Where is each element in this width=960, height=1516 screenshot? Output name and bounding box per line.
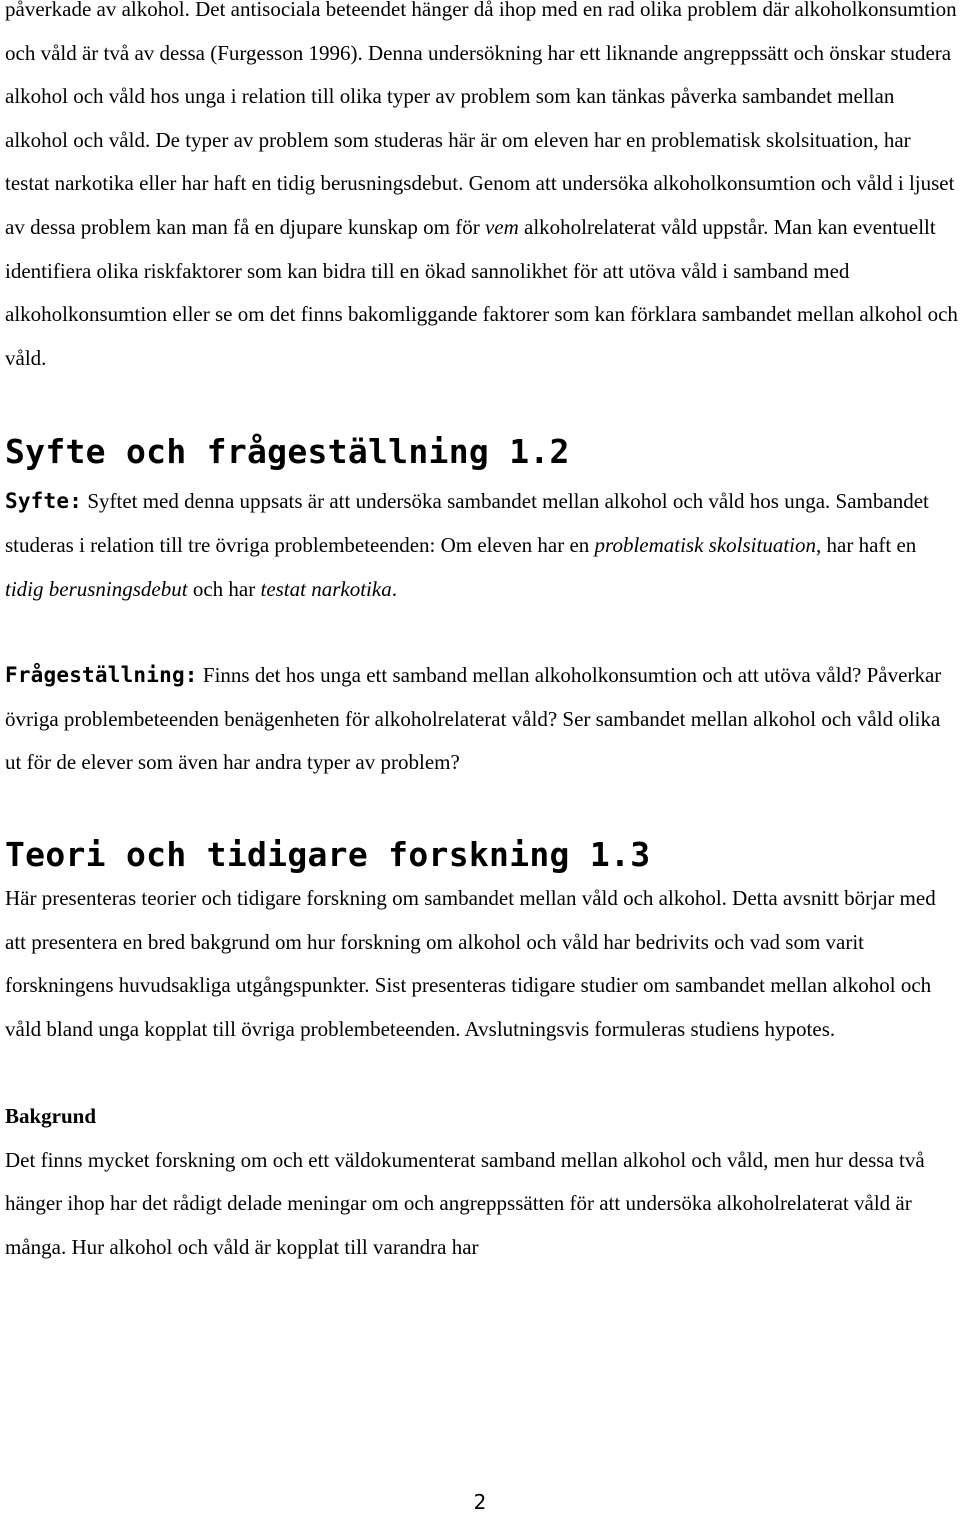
intro-text: påverkade av alkohol. Det antisociala beteendet hänger då ihop med en rad olika problem där alkoholkonsumtion och våld är två av dessa (Furgesson 1996). Denna undersökning har ett liknande angreppssätt och önskar studera alkohol och våld hos unga i relation till olika typer av problem som kan tänkas påverka sambandet mellan alkohol och våld. De typer av problem som studeras här är om eleven har en problematisk skolsituation, har testat narkotika eller har haft en tidig berusningsdebut. Genom att undersöka alkoholkonsumtion och våld i ljuset av dessa problem kan man få en djupare kunskap om för <box>5 0 957 239</box>
fragestallning-paragraph <box>5 654 960 785</box>
syfte-emphasis-2: tidig berusningsdebut <box>5 576 188 601</box>
intro-text-after: alkoholrelaterat våld uppstår. Man kan eventuellt identifiera olika riskfaktorer som kan bidra till en ökad sannolikhet för att utöva våld i samband med alkoholkonsumtion eller se om det finns bakomliggande faktorer som kan förklara sambandet mellan alkohol och våld. <box>5 214 958 370</box>
document-page <box>5 0 960 1270</box>
heading-syfte-och-fragestallning: Syfte och frågeställning 1.2 <box>5 432 570 472</box>
heading-teori-och-tidigare-forskning: Teori och tidigare forskning 1.3 <box>5 834 651 874</box>
bakgrund-paragraph: Det finns mycket forskning om och ett väldokumenterat samband mellan alkohol och våld, men hur dessa två hänger ihop har det rådigt delade meningar om och angreppssätten för att undersöka alkoholrelaterat våld är många. Hur alkohol och våld är kopplat till varandra har <box>5 1147 925 1260</box>
teori-paragraph: Här presenteras teorier och tidigare forskning om sambandet mellan våld och alkohol. Detta avsnitt börjar med att presentera en bred bakgrund om hur forskning om alkohol och våld har bedrivits och vad som varit forskningens huvudsakliga utgångspunkter. Sist presenteras tidigare studier om sambandet mellan alkohol och våld bland unga kopplat till övriga problembeteenden. Avslutningsvis formuleras studiens hypotes. <box>5 885 936 1041</box>
page-number: 2 <box>473 1490 487 1514</box>
syfte-emphasis-3: testat narkotika <box>260 576 392 601</box>
syfte-mid-1: , har haft en <box>816 532 917 557</box>
syfte-text: Syftet med denna uppsats är att undersöka sambandet mellan alkohol och våld hos unga. Sambandet studeras i relation till tre övriga problembeteenden: Om eleven har en <box>5 489 929 557</box>
fragestallning-text: Finns det hos unga ett samband mellan alkoholkonsumtion och att utöva våld? Påverkar övriga problembeteenden benägenheten för alkoholrelaterat våld? Ser sambandet mellan alkohol och våld olika ut för de elever som även har andra typer av problem? <box>5 663 942 775</box>
syfte-end: . <box>391 576 397 601</box>
intro-emphasis: vem <box>484 214 519 239</box>
fragestallning-label: Frågeställning: <box>5 663 198 688</box>
intro-paragraph <box>5 0 960 380</box>
heading-bakgrund: Bakgrund <box>5 1104 97 1129</box>
syfte-label: Syfte: <box>5 489 83 514</box>
syfte-mid-2: och har <box>187 576 261 601</box>
syfte-emphasis-1: problematisk skolsituation <box>594 532 817 557</box>
syfte-paragraph <box>5 480 960 611</box>
